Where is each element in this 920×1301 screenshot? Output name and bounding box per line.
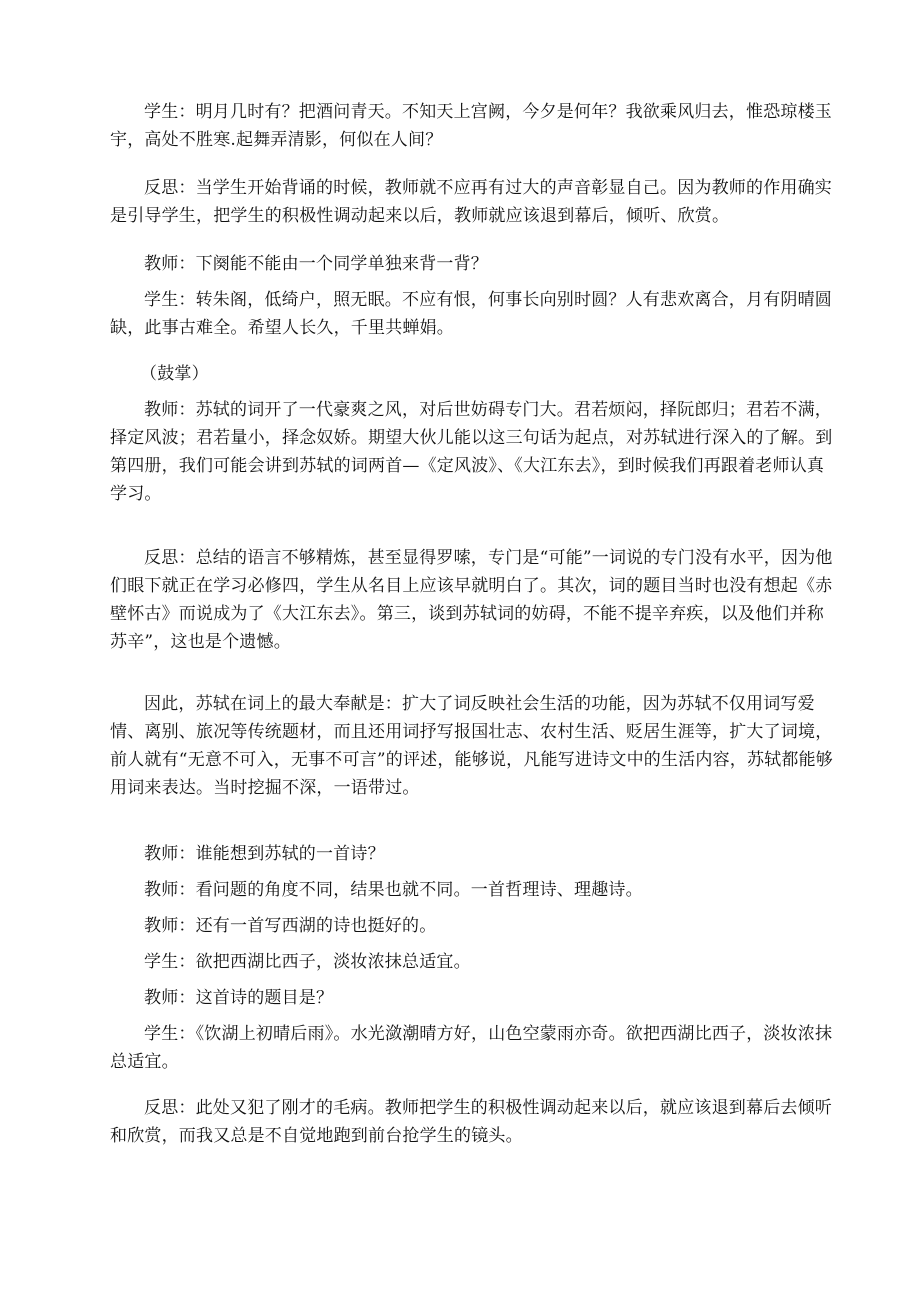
paragraph-teacher-summary: 教师：苏轼的词开了一代豪爽之风，对后世妨碍专门大。君若烦闷，择阮郎归；君若不满，择定风波；君若量小，择念奴娇。期望大伙儿能以这三句话为起点，对苏轼进行深入的了解。到第四册，我们可能会讲到苏轼的词两首—《定风波》、《大江东去》，到时候我们再跟着老师认真学习。: [110, 400, 833, 504]
paragraph-reflection-2: 反思：总结的语言不够精炼，甚至显得罗嗦，专门是“可能”一词说的专门没有水平，因为他们眼下就正在学习必修四，学生从名目上应该早就明白了。其次，词的题目当时也没有想起《赤壁怀古》而说成为了《大江东去》。第三，谈到苏轼词的妨碍，不能不提辛弃疾，以及他们并称苏辛”，这也是个遗憾。: [110, 548, 833, 652]
paragraph-student-poem: 学生：《饮湖上初晴后雨》。水光潋潮晴方好，山色空蒙雨亦奇。欲把西湖比西子，淡妆浓抹总适宜。: [110, 1024, 833, 1072]
paragraph-teacher-question-2: 教师：谁能想到苏轼的一首诗？: [144, 844, 385, 864]
paragraph-reflection-3: 反思：此处又犯了刚才的毛病。教师把学生的积极性调动起来以后，就应该退到幕后去倾听和欣赏，而我又总是不自觉地跑到前台抢学生的镜头。: [110, 1098, 832, 1146]
paragraph-contribution: 因此，苏轼在词上的最大奉献是：扩大了词反映社会生活的功能，因为苏轼不仅用词写爱情、离别、旅况等传统题材，而且还用词抒写报国壮志、农村生活、贬居生涯等，扩大了词境，前人就有“无意不可入，无事不可言”的评述，能够说，凡能写进诗文中的生活内容，苏轼都能够用词来表达。当时挖掘不深，一语带过。: [110, 694, 833, 798]
paragraph-teacher-westlake: 教师：还有一首写西湖的诗也挺好的。: [144, 916, 437, 936]
paragraph-teacher-comment: 教师：看问题的角度不同，结果也就不同。一首哲理诗、理趣诗。: [144, 880, 643, 900]
paragraph-teacher-question-1: 教师：下阕能不能由一个同学单独来背一背？: [144, 254, 488, 274]
paragraph-student-recite-upper: 学生：明月几时有？把酒问青天。不知天上宫阙，今夕是何年？我欲乘风归去，惟恐琼楼玉宇，高处不胜寒.起舞弄清影，何似在人间？: [110, 102, 832, 150]
paragraph-teacher-title-question: 教师：这首诗的题目是？: [144, 988, 334, 1008]
paragraph-applause: （鼓掌）: [140, 364, 209, 384]
paragraph-reflection-1: 反思：当学生开始背诵的时候，教师就不应再有过大的声音彰显自己。因为教师的作用确实是引导学生，把学生的积极性调动起来以后，教师就应该退到幕后，倾听、欣赏。: [110, 178, 832, 226]
paragraph-student-recite-lower: 学生：转朱阁，低绮户，照无眠。不应有恨，何事长向别时圆？人有悲欢离合，月有阴晴圆缺，此事古难全。希望人长久，千里共蝉娟。: [110, 290, 832, 338]
paragraph-student-westlake: 学生：欲把西湖比西子，淡妆浓抹总适宜。: [144, 952, 471, 972]
